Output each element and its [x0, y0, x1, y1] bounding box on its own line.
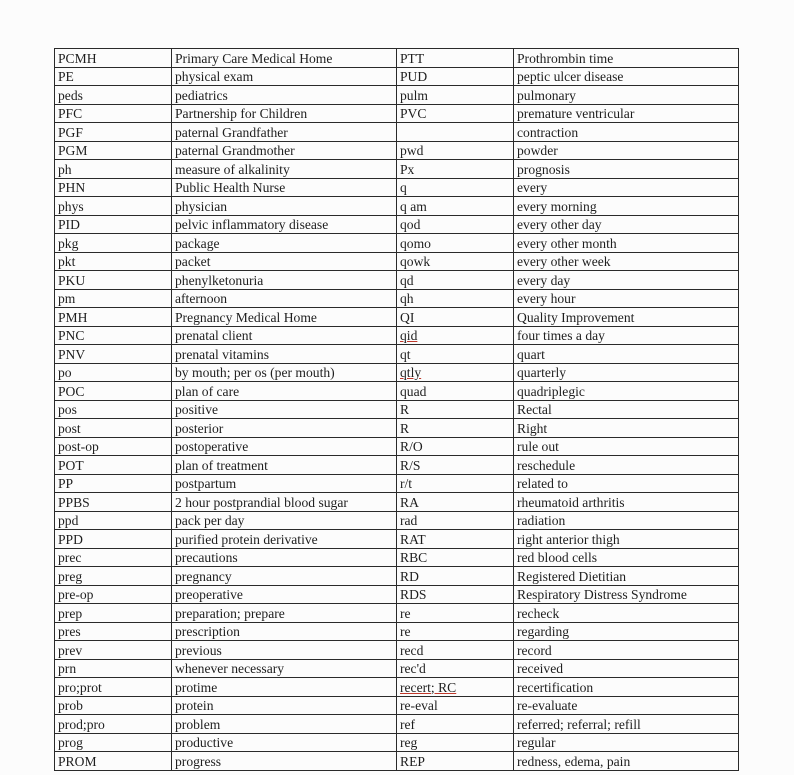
abbreviation-cell: PVC — [397, 104, 514, 123]
table-row — [55, 474, 739, 493]
meaning-cell: physical exam — [172, 67, 397, 86]
meaning-cell: prenatal client — [172, 326, 397, 345]
meaning-cell: every — [514, 178, 739, 197]
abbreviation-cell: pos — [55, 400, 172, 419]
meaning-cell: every other week — [514, 252, 739, 271]
abbreviation-cell: PE — [55, 67, 172, 86]
abbreviation-cell: PMH — [55, 308, 172, 327]
abbreviation-cell: RD — [397, 567, 514, 586]
abbreviation-cell: PP — [55, 474, 172, 493]
meaning-cell: afternoon — [172, 289, 397, 308]
abbreviation-cell: prep — [55, 604, 172, 623]
table-row — [55, 456, 739, 475]
meaning-cell: Right — [514, 419, 739, 438]
meaning-cell: phenylketonuria — [172, 271, 397, 290]
abbreviation-cell: PGM — [55, 141, 172, 160]
meaning-cell: Registered Dietitian — [514, 567, 739, 586]
table-row — [55, 696, 739, 715]
meaning-cell: Pregnancy Medical Home — [172, 308, 397, 327]
abbreviation-cell: prn — [55, 659, 172, 678]
table-row — [55, 86, 739, 105]
abbreviation-cell: qowk — [397, 252, 514, 271]
meaning-cell: pediatrics — [172, 86, 397, 105]
abbreviation-cell: qt — [397, 345, 514, 364]
abbreviation-cell: po — [55, 363, 172, 382]
meaning-cell: referred; referral; refill — [514, 715, 739, 734]
meaning-cell: quarterly — [514, 363, 739, 382]
abbreviation-cell: prev — [55, 641, 172, 660]
abbreviation-cell: q — [397, 178, 514, 197]
abbreviation-cell: PPD — [55, 530, 172, 549]
meaning-cell: posterior — [172, 419, 397, 438]
abbreviation-cell: RBC — [397, 548, 514, 567]
abbreviation-cell: ph — [55, 160, 172, 179]
table-row — [55, 419, 739, 438]
table-row — [55, 160, 739, 179]
abbreviation-cell: qomo — [397, 234, 514, 253]
abbreviation-cell: prod;pro — [55, 715, 172, 734]
table-row — [55, 585, 739, 604]
table-row — [55, 604, 739, 623]
meaning-cell: prenatal vitamins — [172, 345, 397, 364]
abbreviation-cell: prob — [55, 696, 172, 715]
meaning-cell: pulmonary — [514, 86, 739, 105]
table-row — [55, 67, 739, 86]
table-row — [55, 308, 739, 327]
abbreviation-cell: rad — [397, 511, 514, 530]
meaning-cell: pack per day — [172, 511, 397, 530]
table-row — [55, 400, 739, 419]
abbreviation-cell: phys — [55, 197, 172, 216]
abbreviation-cell: R/O — [397, 437, 514, 456]
table-row — [55, 678, 739, 697]
meaning-cell: quart — [514, 345, 739, 364]
meaning-cell: preoperative — [172, 585, 397, 604]
abbreviation-cell: pres — [55, 622, 172, 641]
meaning-cell: regarding — [514, 622, 739, 641]
abbreviation-cell: PUD — [397, 67, 514, 86]
meaning-cell: whenever necessary — [172, 659, 397, 678]
meaning-cell: prescription — [172, 622, 397, 641]
abbreviation-cell: QI — [397, 308, 514, 327]
table-row — [55, 271, 739, 290]
table-row — [55, 752, 739, 771]
meaning-cell: Respiratory Distress Syndrome — [514, 585, 739, 604]
abbreviation-cell: PNC — [55, 326, 172, 345]
abbreviation-cell: qh — [397, 289, 514, 308]
meaning-cell: paternal Grandmother — [172, 141, 397, 160]
meaning-cell: every morning — [514, 197, 739, 216]
meaning-cell: paternal Grandfather — [172, 123, 397, 142]
table-row — [55, 511, 739, 530]
table-row — [55, 252, 739, 271]
abbreviation-cell: pkt — [55, 252, 172, 271]
meaning-cell: positive — [172, 400, 397, 419]
abbreviation-cell: RA — [397, 493, 514, 512]
meaning-cell: quadriplegic — [514, 382, 739, 401]
table-row — [55, 289, 739, 308]
abbreviation-cell: preg — [55, 567, 172, 586]
abbreviation-cell: pro;prot — [55, 678, 172, 697]
abbreviation-cell: quad — [397, 382, 514, 401]
meaning-cell: by mouth; per os (per mouth) — [172, 363, 397, 382]
abbreviation-table — [54, 48, 739, 771]
meaning-cell: Partnership for Children — [172, 104, 397, 123]
meaning-cell: reschedule — [514, 456, 739, 475]
table-row — [55, 715, 739, 734]
meaning-cell: package — [172, 234, 397, 253]
meaning-cell: rule out — [514, 437, 739, 456]
abbreviation-cell: ppd — [55, 511, 172, 530]
meaning-cell: regular — [514, 733, 739, 752]
meaning-cell: every day — [514, 271, 739, 290]
abbreviation-cell: post — [55, 419, 172, 438]
abbreviation-cell: r/t — [397, 474, 514, 493]
table-row — [55, 548, 739, 567]
meaning-cell: redness, edema, pain — [514, 752, 739, 771]
table-row — [55, 622, 739, 641]
meaning-cell: plan of care — [172, 382, 397, 401]
abbreviation-cell: rec'd — [397, 659, 514, 678]
abbreviation-cell: prec — [55, 548, 172, 567]
table-row — [55, 326, 739, 345]
table-row — [55, 382, 739, 401]
meaning-cell: postoperative — [172, 437, 397, 456]
meaning-cell: Primary Care Medical Home — [172, 49, 397, 68]
abbreviation-cell: post-op — [55, 437, 172, 456]
meaning-cell: Public Health Nurse — [172, 178, 397, 197]
table-row — [55, 141, 739, 160]
abbreviation-cell: pwd — [397, 141, 514, 160]
abbreviation-table-body — [55, 49, 739, 771]
meaning-cell: protein — [172, 696, 397, 715]
abbreviation-cell: PROM — [55, 752, 172, 771]
abbreviation-cell: PCMH — [55, 49, 172, 68]
abbreviation-cell: q am — [397, 197, 514, 216]
meaning-cell: physician — [172, 197, 397, 216]
meaning-cell: powder — [514, 141, 739, 160]
abbreviation-cell: PID — [55, 215, 172, 234]
meaning-cell: every other month — [514, 234, 739, 253]
meaning-cell: Rectal — [514, 400, 739, 419]
meaning-cell: recertification — [514, 678, 739, 697]
meaning-cell: protime — [172, 678, 397, 697]
table-row — [55, 104, 739, 123]
meaning-cell: every other day — [514, 215, 739, 234]
abbreviation-cell: RAT — [397, 530, 514, 549]
meaning-cell: plan of treatment — [172, 456, 397, 475]
abbreviation-cell: ref — [397, 715, 514, 734]
meaning-cell: problem — [172, 715, 397, 734]
meaning-cell: premature ventricular — [514, 104, 739, 123]
abbreviation-cell: R — [397, 400, 514, 419]
abbreviation-cell: prog — [55, 733, 172, 752]
table-row — [55, 49, 739, 68]
abbreviation-cell: PPBS — [55, 493, 172, 512]
abbreviation-cell: re-eval — [397, 696, 514, 715]
table-row — [55, 641, 739, 660]
abbreviation-cell: peds — [55, 86, 172, 105]
meaning-cell: related to — [514, 474, 739, 493]
abbreviation-cell: RDS — [397, 585, 514, 604]
abbreviation-cell: qid — [397, 326, 514, 345]
meaning-cell: packet — [172, 252, 397, 271]
meaning-cell: rheumatoid arthritis — [514, 493, 739, 512]
meaning-cell: red blood cells — [514, 548, 739, 567]
abbreviation-cell: qtly — [397, 363, 514, 382]
table-row — [55, 345, 739, 364]
abbreviation-cell: PKU — [55, 271, 172, 290]
meaning-cell: Prothrombin time — [514, 49, 739, 68]
abbreviation-cell: re — [397, 604, 514, 623]
meaning-cell: progress — [172, 752, 397, 771]
abbreviation-cell: R/S — [397, 456, 514, 475]
abbreviation-cell — [397, 123, 514, 142]
meaning-cell: precautions — [172, 548, 397, 567]
meaning-cell: Quality Improvement — [514, 308, 739, 327]
abbreviation-cell: POC — [55, 382, 172, 401]
abbreviation-cell: pm — [55, 289, 172, 308]
meaning-cell: productive — [172, 733, 397, 752]
meaning-cell: previous — [172, 641, 397, 660]
table-row — [55, 234, 739, 253]
abbreviation-cell: re — [397, 622, 514, 641]
abbreviation-cell: qd — [397, 271, 514, 290]
table-row — [55, 733, 739, 752]
abbreviation-cell: Px — [397, 160, 514, 179]
abbreviation-cell: REP — [397, 752, 514, 771]
abbreviation-cell: pre-op — [55, 585, 172, 604]
meaning-cell: right anterior thigh — [514, 530, 739, 549]
meaning-cell: four times a day — [514, 326, 739, 345]
abbreviation-cell: recd — [397, 641, 514, 660]
abbreviation-cell: PTT — [397, 49, 514, 68]
abbreviation-cell: PFC — [55, 104, 172, 123]
meaning-cell: pregnancy — [172, 567, 397, 586]
table-row — [55, 363, 739, 382]
abbreviation-cell: PHN — [55, 178, 172, 197]
abbreviation-cell: reg — [397, 733, 514, 752]
abbreviation-cell: pulm — [397, 86, 514, 105]
meaning-cell: peptic ulcer disease — [514, 67, 739, 86]
table-row — [55, 530, 739, 549]
table-row — [55, 178, 739, 197]
meaning-cell: every hour — [514, 289, 739, 308]
abbreviation-cell: pkg — [55, 234, 172, 253]
table-row — [55, 659, 739, 678]
table-row — [55, 567, 739, 586]
meaning-cell: measure of alkalinity — [172, 160, 397, 179]
abbreviation-cell: qod — [397, 215, 514, 234]
meaning-cell: radiation — [514, 511, 739, 530]
table-row — [55, 123, 739, 142]
meaning-cell: purified protein derivative — [172, 530, 397, 549]
abbreviation-cell: R — [397, 419, 514, 438]
meaning-cell: pelvic inflammatory disease — [172, 215, 397, 234]
meaning-cell: prognosis — [514, 160, 739, 179]
table-row — [55, 197, 739, 216]
meaning-cell: re-evaluate — [514, 696, 739, 715]
meaning-cell: 2 hour postprandial blood sugar — [172, 493, 397, 512]
meaning-cell: preparation; prepare — [172, 604, 397, 623]
abbreviation-cell: PGF — [55, 123, 172, 142]
meaning-cell: recheck — [514, 604, 739, 623]
abbreviation-cell: POT — [55, 456, 172, 475]
table-row — [55, 437, 739, 456]
abbreviation-cell: recert; RC — [397, 678, 514, 697]
abbreviation-cell: PNV — [55, 345, 172, 364]
meaning-cell: record — [514, 641, 739, 660]
meaning-cell: received — [514, 659, 739, 678]
table-row — [55, 215, 739, 234]
meaning-cell: postpartum — [172, 474, 397, 493]
table-row — [55, 493, 739, 512]
meaning-cell: contraction — [514, 123, 739, 142]
